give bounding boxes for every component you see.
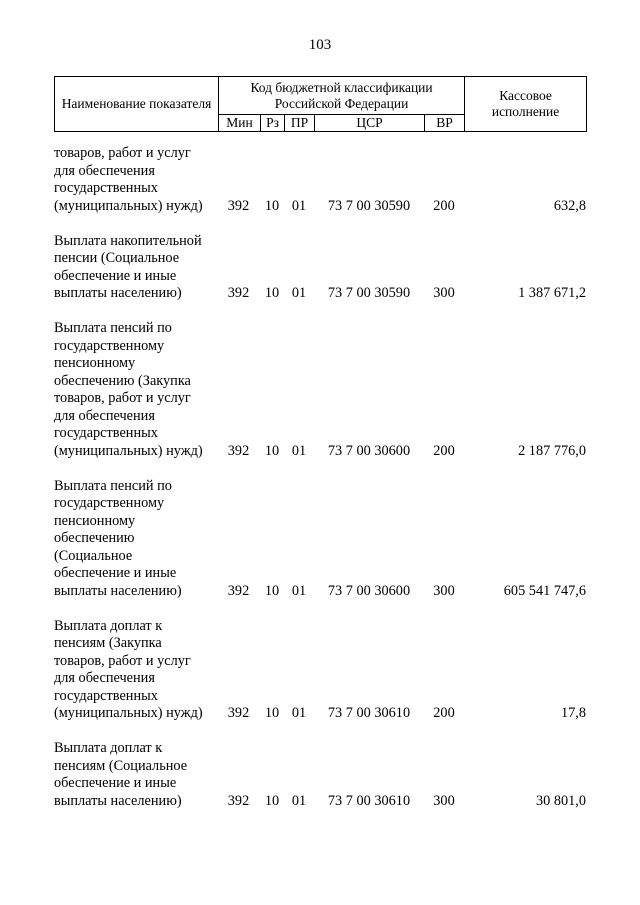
- cell-csr: 73 7 00 30590: [327, 197, 411, 214]
- table-row: [54, 740, 586, 810]
- row-name-line: товаров, работ и услуг: [54, 145, 191, 161]
- row-name-line: обеспечение и иные: [54, 565, 177, 581]
- row-name-line: пенсиям (Закупка: [54, 635, 162, 651]
- row-name-line: для обеспечения: [54, 670, 155, 686]
- cell-csr: 73 7 00 30610: [327, 792, 411, 809]
- cell-pr: 01: [291, 792, 307, 809]
- row-name-line: государственных: [54, 687, 158, 704]
- row-indicator-name: [54, 320, 217, 460]
- cell-amount: 2 187 776,0: [518, 442, 586, 459]
- row-name-line: Выплата накопительной: [54, 232, 202, 249]
- row-name-line: (Социальное: [54, 547, 133, 564]
- cell-amount: 632,8: [553, 197, 586, 214]
- cell-amount: 605 541 747,6: [503, 582, 586, 599]
- row-name-line: пенсионному: [54, 355, 136, 371]
- cell-min: 392: [227, 197, 250, 214]
- cell-min: 392: [227, 792, 250, 809]
- table-row: [54, 320, 586, 460]
- cell-rz: 10: [264, 792, 280, 809]
- cell-pr: 01: [291, 582, 307, 599]
- row-indicator-name: [54, 233, 217, 303]
- row-name-line: Выплата доплат к: [54, 617, 163, 634]
- cell-min: 392: [227, 285, 250, 301]
- row-name-line: (муниципальных) нужд): [54, 442, 203, 459]
- cell-min: 392: [227, 705, 250, 721]
- table-row: [54, 478, 586, 601]
- cell-amount: 17,8: [560, 705, 586, 721]
- row-name-line: государственных: [54, 180, 158, 196]
- header-execution-column: Кассовое исполнение: [465, 77, 587, 132]
- table-row: [54, 618, 586, 723]
- row-name-line: Выплата пенсий по: [54, 320, 172, 336]
- row-name-line: (муниципальных) нужд): [54, 197, 203, 214]
- row-name-line: товаров, работ и услуг: [54, 652, 191, 669]
- header-csr: ЦСР: [315, 115, 425, 132]
- row-name-line: выплаты населению): [54, 582, 182, 599]
- cell-pr: 01: [291, 442, 307, 459]
- row-indicator-name: [54, 618, 217, 723]
- row-name-line: для обеспечения: [54, 407, 155, 424]
- row-name-line: Выплата доплат к: [54, 740, 163, 756]
- cell-vr: 300: [433, 792, 455, 809]
- row-name-line: для обеспечения: [54, 162, 155, 179]
- row-name-line: (муниципальных) нужд): [54, 705, 203, 721]
- row-indicator-name: [54, 740, 217, 810]
- row-name-line: обеспечение и иные: [54, 775, 177, 791]
- cell-csr: 73 7 00 30590: [327, 285, 411, 301]
- cell-rz: 10: [264, 705, 280, 721]
- cell-vr: 300: [433, 285, 455, 301]
- row-name-line: Выплата пенсий по: [54, 477, 172, 494]
- row-name-line: государственных: [54, 425, 158, 441]
- header-min: Мин: [219, 115, 261, 132]
- page-number: 103: [308, 37, 332, 53]
- row-name-line: обеспечению: [54, 530, 135, 546]
- cell-rz: 10: [264, 442, 280, 459]
- cell-rz: 10: [264, 285, 280, 301]
- cell-min: 392: [227, 582, 250, 599]
- row-name-line: пенсиям (Социальное: [54, 757, 188, 774]
- row-indicator-name: [54, 145, 217, 215]
- cell-min: 392: [227, 442, 250, 459]
- cell-pr: 01: [291, 197, 307, 214]
- cell-pr: 01: [291, 705, 307, 721]
- row-name-line: государственному: [54, 337, 165, 354]
- cell-amount: 30 801,0: [535, 792, 586, 809]
- header-vr: ВР: [425, 115, 465, 132]
- table-body: [54, 145, 586, 828]
- cell-csr: 73 7 00 30610: [327, 705, 411, 721]
- row-name-line: выплаты населению): [54, 285, 182, 301]
- table-row: [54, 233, 586, 303]
- row-name-line: выплаты населению): [54, 792, 182, 809]
- header-code-group: Код бюджетной классификации Российской Федерации: [219, 77, 465, 115]
- cell-vr: 300: [433, 582, 455, 599]
- table-header: [54, 76, 587, 132]
- table-row: [54, 145, 586, 215]
- header-name-column: Наименование показателя: [55, 77, 219, 132]
- row-name-line: обеспечению (Закупка: [54, 372, 191, 389]
- cell-amount: 1 387 671,2: [518, 285, 586, 301]
- cell-vr: 200: [433, 442, 455, 459]
- header-pr: ПР: [285, 115, 315, 132]
- row-name-line: пенсионному: [54, 512, 136, 529]
- cell-pr: 01: [291, 285, 307, 301]
- cell-vr: 200: [433, 197, 455, 214]
- row-indicator-name: [54, 478, 217, 601]
- cell-rz: 10: [264, 197, 280, 214]
- header-rz: Рз: [261, 115, 285, 132]
- row-name-line: государственному: [54, 495, 165, 511]
- cell-rz: 10: [264, 582, 280, 599]
- cell-vr: 200: [433, 705, 455, 721]
- cell-csr: 73 7 00 30600: [327, 582, 411, 599]
- row-name-line: пенсии (Социальное: [54, 250, 180, 266]
- row-name-line: товаров, работ и услуг: [54, 390, 191, 406]
- cell-csr: 73 7 00 30600: [327, 442, 411, 459]
- row-name-line: обеспечение и иные: [54, 267, 177, 284]
